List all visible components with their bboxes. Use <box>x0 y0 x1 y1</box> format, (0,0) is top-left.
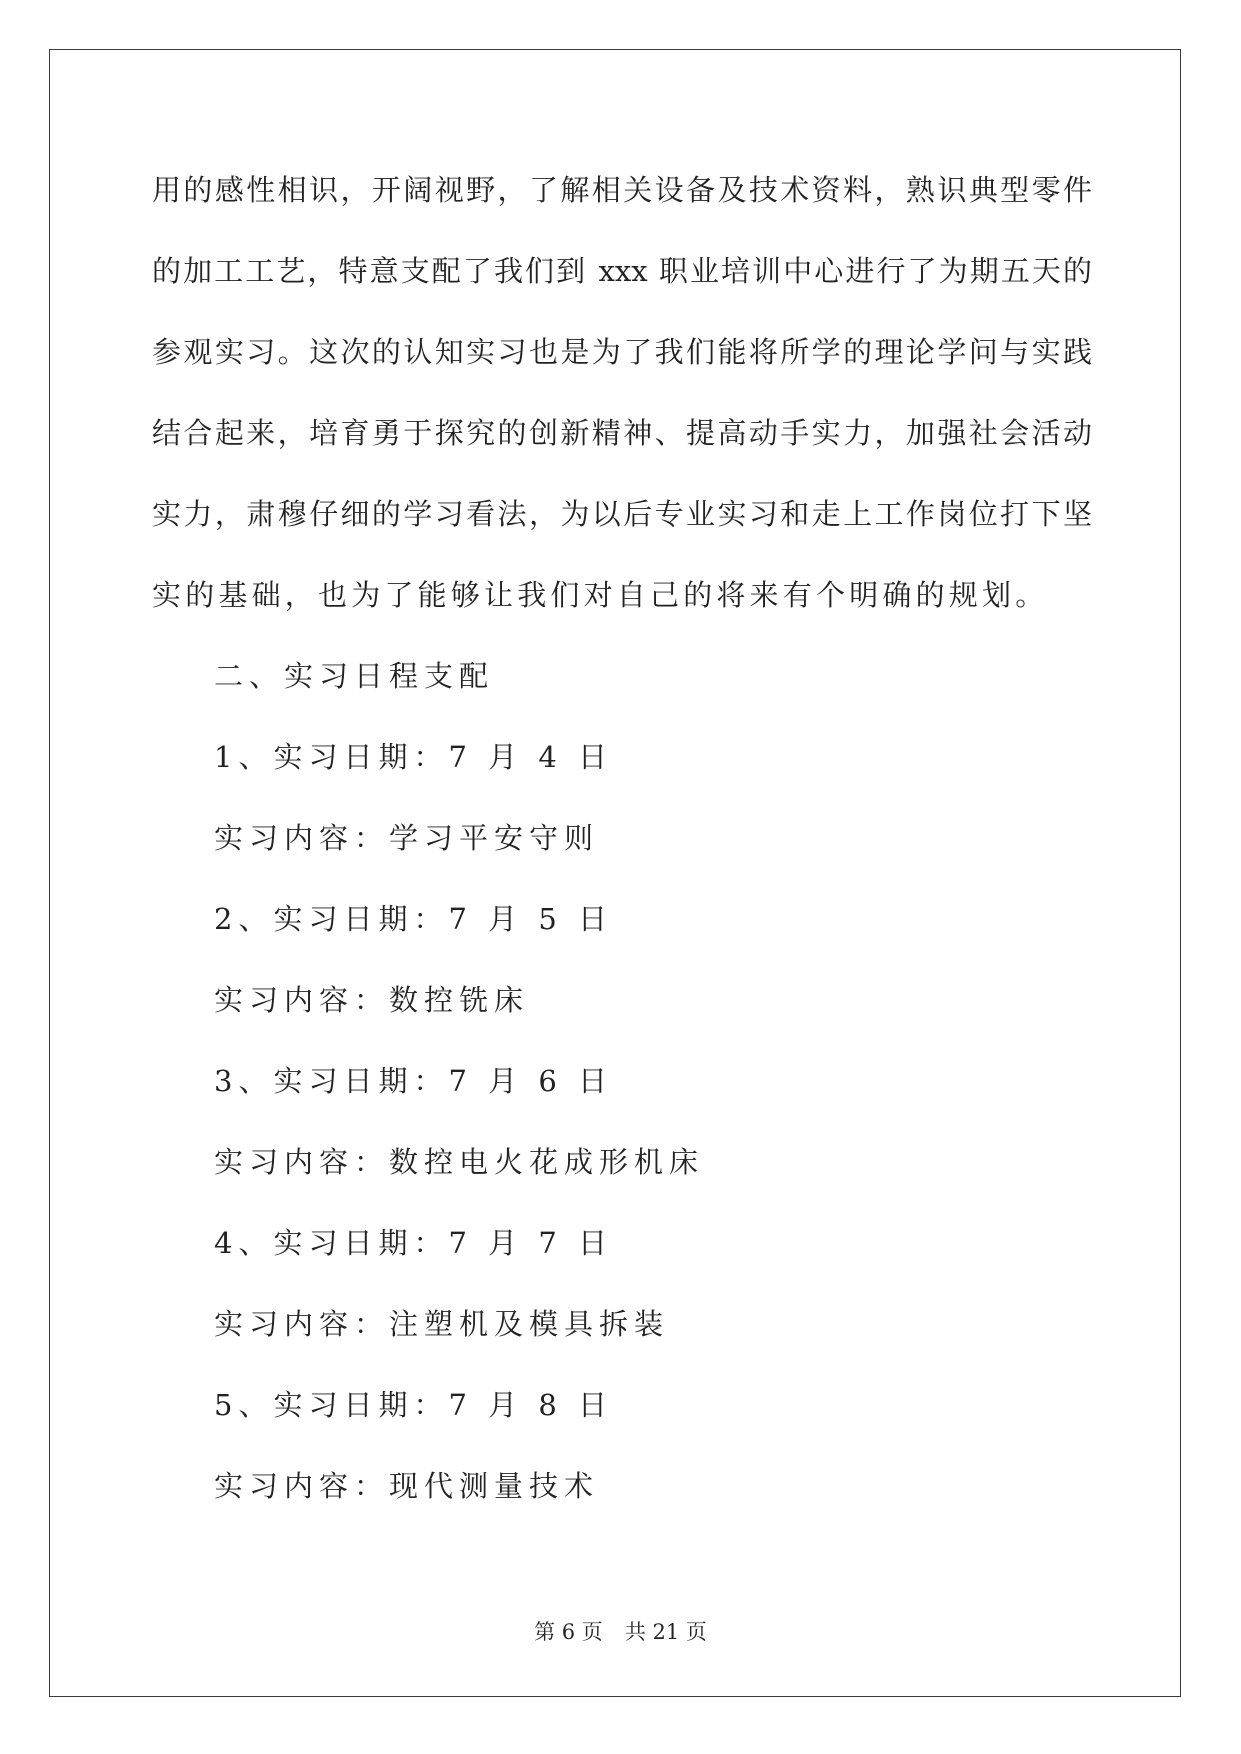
section-heading: 二、实习日程支配 <box>214 659 495 693</box>
schedule-content: 实习内容：学习平安守则 <box>214 821 600 855</box>
body-line: 实的基础，也为了能够让我们对自己的将来有个明确的规划。 <box>152 578 1049 612</box>
document-body <box>152 160 1092 1537</box>
body-line: 参观实习。这次的认知实习也是为了我们能将所学的理论学问与实践 <box>152 335 1092 369</box>
page-number: 第 6 页 <box>534 1620 603 1644</box>
schedule-content: 实习内容：数控电火花成形机床 <box>214 1145 705 1179</box>
body-line: 结合起来，培育勇于探究的创新精神、提高动手实力，加强社会活动 <box>152 416 1092 450</box>
schedule-date: 4、实习日期：7 月 7 日 <box>214 1226 614 1260</box>
page-footer <box>0 1616 1241 1646</box>
schedule-date: 2、实习日期：7 月 5 日 <box>214 902 614 936</box>
schedule-content: 实习内容：注塑机及模具拆装 <box>214 1307 670 1341</box>
schedule-date: 1、实习日期：7 月 4 日 <box>214 740 614 774</box>
schedule-content: 实习内容：数控铣床 <box>214 983 530 1017</box>
schedule-content: 实习内容：现代测量技术 <box>214 1469 600 1503</box>
page-total: 共 21 页 <box>624 1620 707 1644</box>
schedule-date: 3、实习日期：7 月 6 日 <box>214 1064 614 1098</box>
body-line: 用的感性相识，开阔视野，了解相关设备及技术资料，熟识典型零件 <box>152 173 1092 207</box>
body-line: 实力，肃穆仔细的学习看法，为以后专业实习和走上工作岗位打下坚 <box>152 497 1092 531</box>
schedule-date: 5、实习日期：7 月 8 日 <box>214 1388 614 1422</box>
body-line: 的加工工艺，特意支配了我们到 xxx 职业培训中心进行了为期五天的 <box>152 254 1092 288</box>
